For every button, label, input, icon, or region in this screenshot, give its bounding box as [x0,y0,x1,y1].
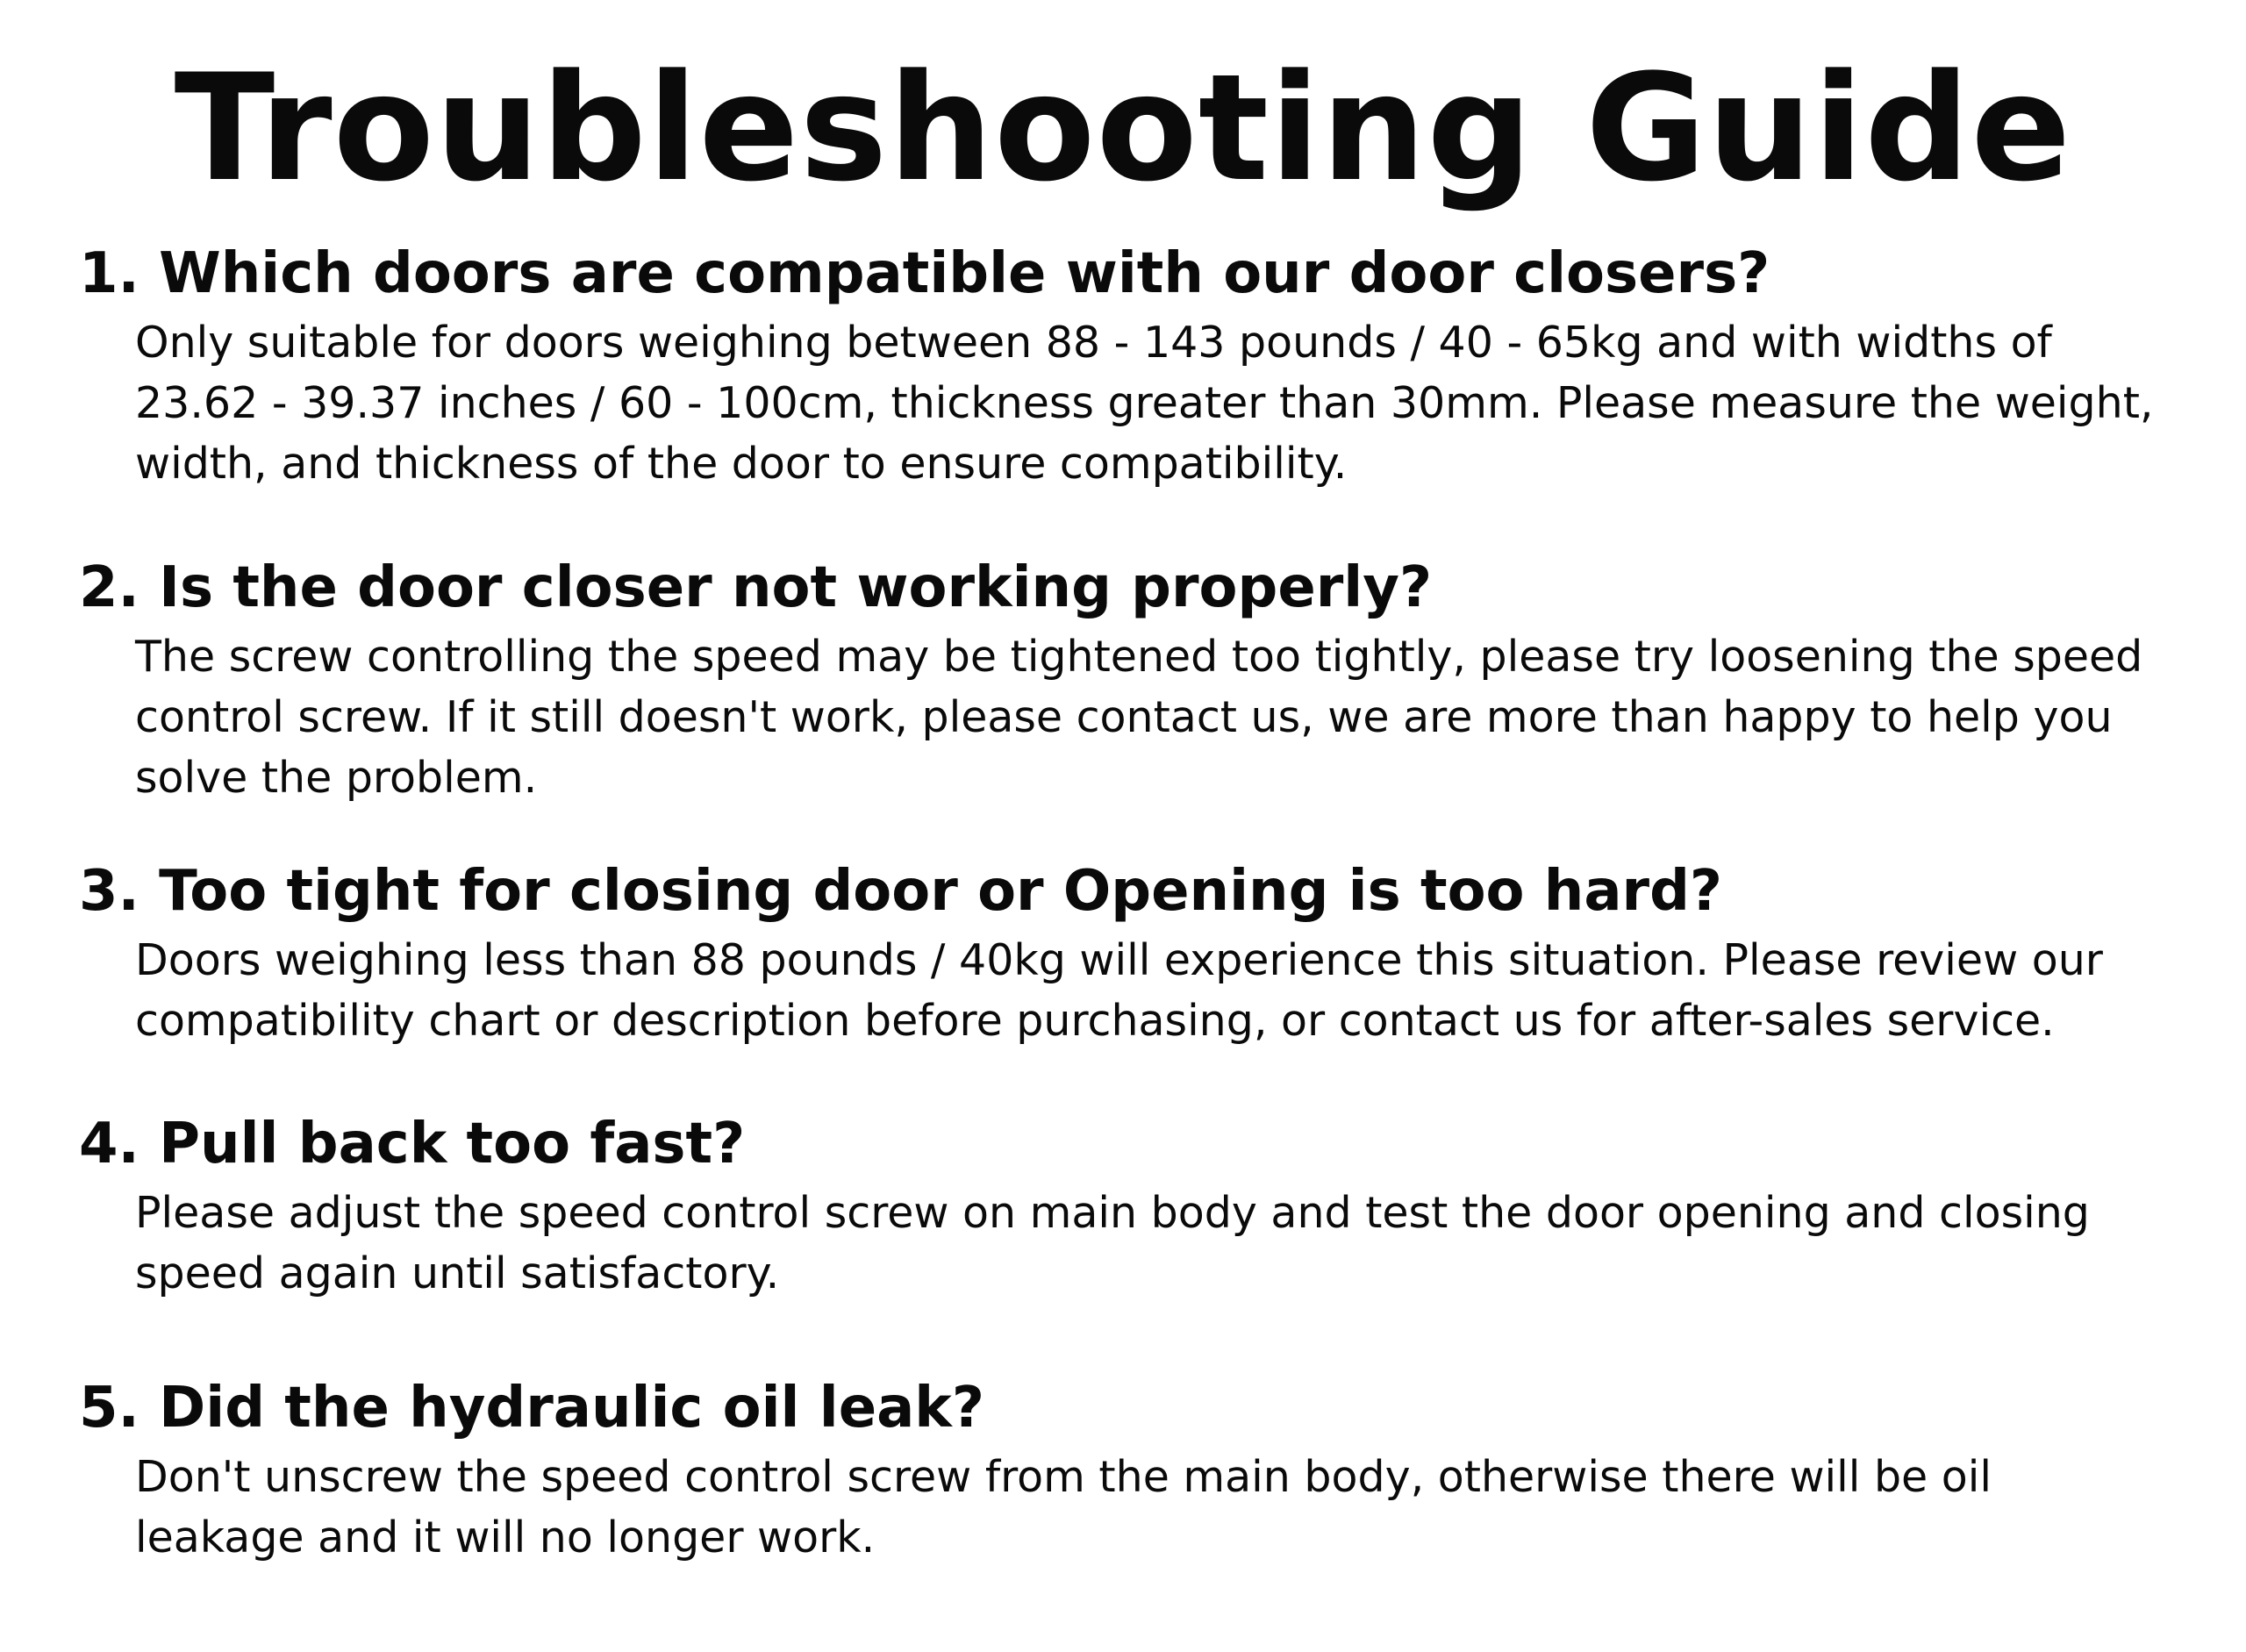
faq-item-pull-back-fast [79,1109,2202,1304]
answer-line: width, and thickness of the door to ensure compatibility. [135,439,1348,489]
answer-line: leakage and it will no longer work. [135,1513,876,1563]
faq-answer [135,930,2246,1051]
faq-question: 4. Pull back too fast? [79,1112,746,1176]
page-title: Troubleshooting Guide [174,42,2072,214]
answer-line: Doors weighing less than 88 pounds / 40kg will experience this situation. Please review our [135,935,2103,985]
answer-line: The screw controlling the speed may be tightened too tightly, please try loosening the speed [135,632,2143,682]
faq-item-compatibility [79,239,2202,494]
answer-line: control screw. If it still doesn't work, please contact us, we are more than happy to help you [135,692,2113,742]
faq-item-not-working [79,553,2202,808]
faq-answer [135,1183,2246,1304]
answer-line: Don't unscrew the speed control screw from the main body, otherwise there will be oil [135,1452,1992,1502]
faq-answer [135,1447,2246,1568]
faq-question: 5. Did the hydraulic oil leak? [79,1376,984,1441]
answer-line: Please adjust the speed control screw on main body and test the door opening and closing [135,1188,2090,1238]
answer-line: 23.62 - 39.37 inches / 60 - 100cm, thickness greater than 30mm. Please measure the weight, [135,378,2154,428]
faq-question: 2. Is the door closer not working properly? [79,555,1433,620]
answer-line: speed again until satisfactory. [135,1248,780,1298]
faq-item-oil-leak [79,1373,2202,1568]
faq-item-too-tight [79,856,2202,1051]
faq-answer [135,626,2246,808]
faq-question: 1. Which doors are compatible with our door closers? [79,241,1770,306]
answer-line: solve the problem. [135,753,538,803]
answer-line: compatibility chart or description before purchasing, or contact us for after-sales service. [135,996,2055,1046]
faq-question: 3. Too tight for closing door or Opening is too hard? [79,859,1723,924]
answer-line: Only suitable for doors weighing between 88 - 143 pounds / 40 - 65kg and with widths of [135,318,2052,368]
faq-answer [135,312,2246,494]
